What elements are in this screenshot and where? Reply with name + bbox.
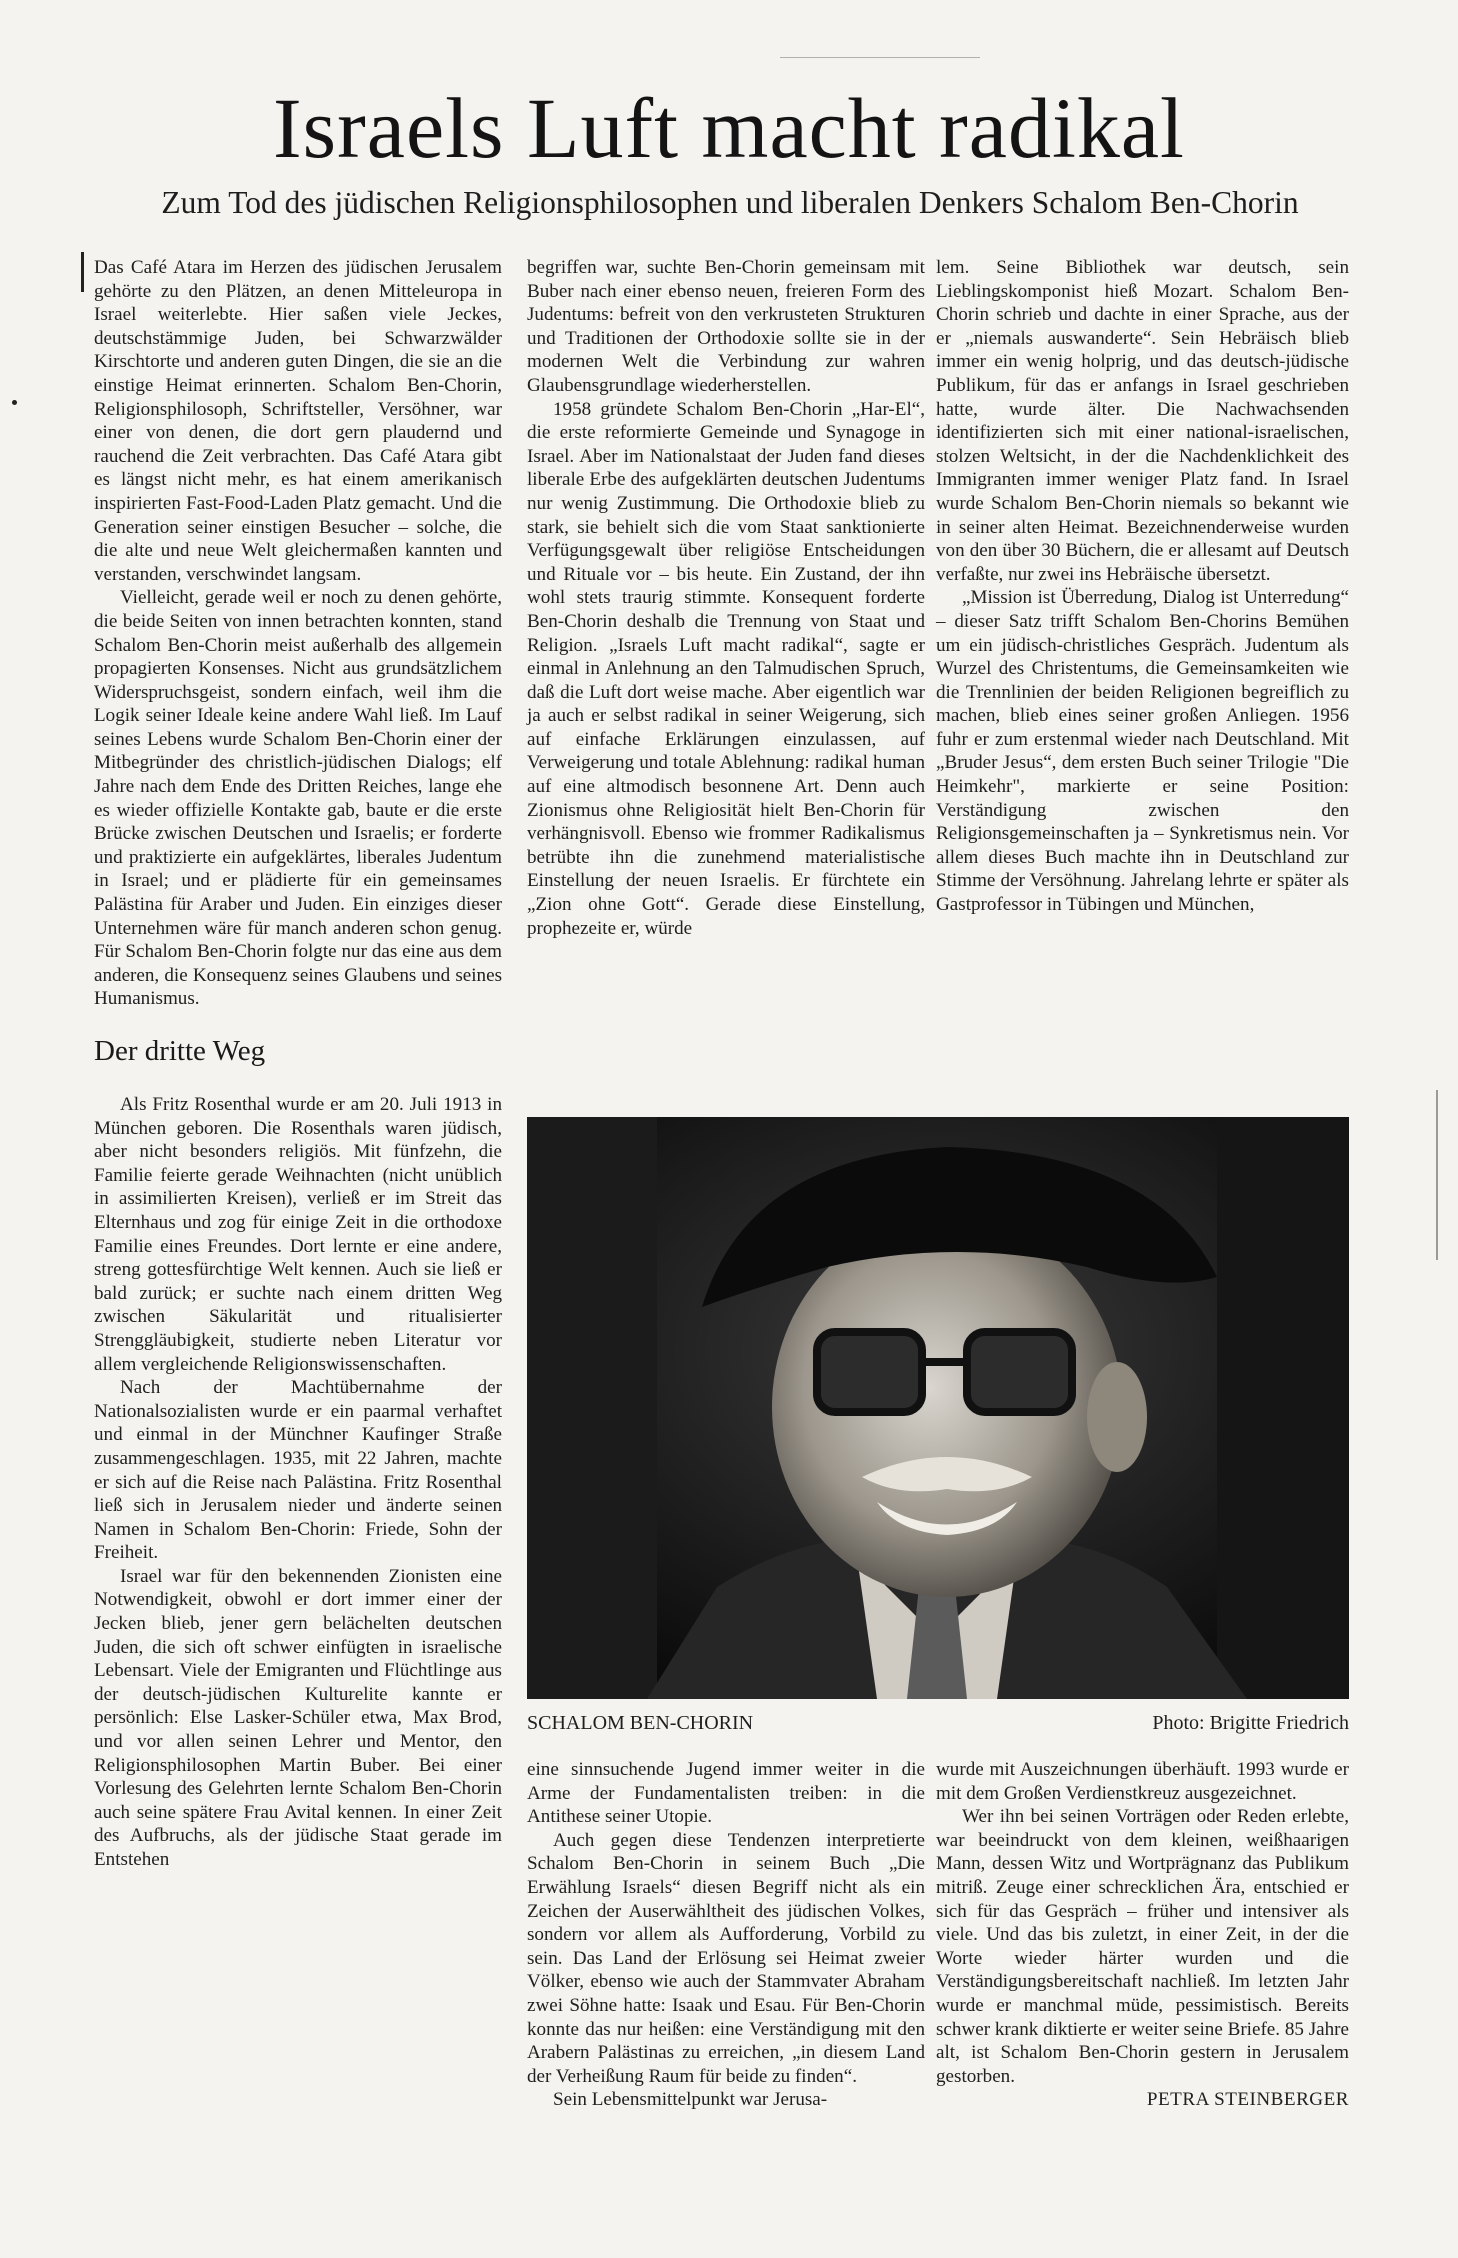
scan-mark-left: [81, 252, 84, 292]
photo-credit: Photo: Brigitte Friedrich: [1152, 1712, 1349, 1734]
col5-paragraph-1: wurde mit Auszeichnungen überhäuft. 1993 wurde er mit dem Großen Verdienstkreuz ausgezeichnet.: [936, 1759, 1349, 1804]
col4-paragraph-2: Auch gegen diese Tendenzen interpretierte Schalom Ben-Chorin in seinem Buch „Die Erwählung Israels“ diesen Begriff nicht als ein Zeichen der Auserwähltheit des jüdischen Volkes, sondern vor allem als Aufforderung, Vorbild zu sein. Das Land der Erlösung sei Heimat zweier Völker, ebenso wie auch der Stammvater Abraham zwei Söhne hatte: Isaak und Esau. Für Ben-Chorin konnte das nur heißen: eine Verständigung mit den Arabern Palästinas zu erreichen, „in diesem Land der Verheißung Raum für beide zu finden“.: [527, 1829, 925, 2087]
section-subhead: Der dritte Weg: [94, 1035, 266, 1067]
column-1: [94, 256, 502, 1872]
column-3: [936, 256, 1349, 917]
headline: Israels Luft macht radikal: [273, 80, 1185, 176]
col4-paragraph-1: eine sinnsuchende Jugend immer weiter in die Arme der Fundamentalisten treiben: in die Antithese seiner Utopie.: [527, 1759, 925, 1828]
col1-paragraph-5: Israel war für den bekennenden Zionisten eine Notwendigkeit, obwohl er dort immer einer der Jecken blieb, jener gern belächelten deutschen Juden, die sich oft schwer einfügten in israelische Lebensart. Viele der Emigranten und Flüchtlinge aus der deutsch-jüdischen Kulturelite kannte er persönlich: Else Lasker-Schüler etwa, Max Brod, und vor allen seinen Lehrer und Mentor, den Religionsphilosophen Martin Buber. Bei einer Vorlesung des Gelehrten lernte Schalom Ben-Chorin auch seine spätere Frau Avital kennen. In einer Zeit des Aufbruchs, als der jüdische Staat gerade im Entstehen: [94, 1565, 502, 1870]
scan-mark-left-2: [12, 400, 17, 405]
col1-paragraph-4: Nach der Machtübernahme der Nationalsozialisten wurde er ein paarmal verhaftet und einmal in der Münchner Kaufinger Straße zusammengeschlagen. 1935, mit 22 Jahren, machte er sich auf die Reise nach Palästina. Fritz Rosenthal ließ sich in Jerusalem nieder und änderte seinen Namen in Schalom Ben-Chorin: Friede, Sohn der Freiheit.: [94, 1377, 502, 1564]
column-4: [527, 1758, 925, 2112]
subheadline: Zum Tod des jüdischen Religionsphilosophen und liberalen Denkers Schalom Ben-Chorin: [161, 185, 1299, 220]
scan-mark-right: [1436, 1090, 1438, 1260]
col1-paragraph-1: Das Café Atara im Herzen des jüdischen Jerusalem gehörte zu den Plätzen, an denen Mitteleuropa in Israel weiterlebte. Hier saßen viele Jeckes, deutschstämmige Juden, bei Schwarzwälder Kirschtorte und anderen guten Dingen, die sie an die einstige Heimat erinnerten. Schalom Ben-Chorin, Religionsphilosoph, Schriftsteller, Versöhner, war einer von denen, die dort gern plaudernd und rauchend die Zeit verbrachten. Das Café Atara gibt es längst nicht mehr, es hat einem amerikanisch inspirierten Fast-Food-Laden Platz gemacht. Und die Generation seiner einstigen Besucher – solche, die die alte und neue Welt gleichermaßen kannten und verstanden, verschwindet langsam.: [94, 257, 502, 585]
col3-paragraph-2: „Mission ist Überredung, Dialog ist Unterredung“ – dieser Satz trifft Schalom Ben-Chorins Bemühen um ein jüdisch-christliches Gespräch. Judentum als Wurzel des Christentums, die Gemeinsamkeiten wie die Trennlinien der beiden Religionen begreiflich zu machen, blieb eines seiner großen Anliegen. 1956 fuhr er zum erstenmal wieder nach Deutschland. Mit „Bruder Jesus“, dem ersten Buch seiner Trilogie "Die Heimkehr", markierte er seine Position: Verständigung zwischen den Religionsgemeinschaften ja – Synkretismus nein. Vor allem dieses Buch machte ihn in Deutschland zur Stimme der Versöhnung. Jahrelang lehrte er später als Gastprofessor in Tübingen und München,: [936, 587, 1349, 916]
photo-caption: SCHALOM BEN-CHORIN: [527, 1712, 754, 1734]
col5-paragraph-2: Wer ihn bei seinen Vorträgen oder Reden erlebte, war beeindruckt von dem kleinen, weißhaarigen Mann, dessen Witz und Wortprägnanz das Publikum mitriß. Zeuge einer schrecklichen Ära, entschied er sich für das Gespräch – früher und intensiver als viele. Und das bis zuletzt, in einer Zeit, in der die Worte wieder härter wurden und die Verständigungsbereitschaft nachließ. Im letzten Jahr wurde er manchmal müde, pessimistisch. Bereits schwer krank diktierte er weiter seine Briefe. 85 Jahre alt, ist Schalom Ben-Chorin gestern in Jerusalem gestorben.: [936, 1806, 1349, 2087]
portrait-photo: [527, 1117, 1349, 1699]
top-rule: [780, 57, 980, 58]
col3-paragraph-1: lem. Seine Bibliothek war deutsch, sein Lieblingskomponist hieß Mozart. Schalom Ben-Chorin schrieb und dachte in einer Sprache, aus der er „niemals auswanderte“. Sein Hebräisch blieb immer ein wenig holprig, und das deutsch-jüdische Publikum, für das er anfangs in Israel geschrieben hatte, wurde älter. Die Nachwachsenden identifizierten sich mit einer national-israelischen, stolzen Weltsicht, in der die Nachdenklichkeit des Immigranten immer weniger Platz fand. In Israel wurde Schalom Ben-Chorin niemals so bekannt wie in seiner alten Heimat. Bezeichnenderweise wurden von den über 30 Büchern, die er allesamt auf Deutsch verfaßte, nur zwei ins Hebräische übersetzt.: [936, 257, 1349, 585]
column-5: [936, 1758, 1349, 2112]
portrait-image: [527, 1117, 1349, 1699]
col2-paragraph-2: 1958 gründete Schalom Ben-Chorin „Har-El“, die erste reformierte Gemeinde und Synagoge in Israel. Aber im Nationalstaat der Juden fand dieses liberale Erbe des aufgeklärten deutschen Judentums nur wenig Zustimmung. Die Orthodoxie blieb zu stark, sie behielt sich die vom Staat sanktionierte Verfügungsgewalt über religiöse Entscheidungen und Rituale vor – bis heute. Ein Zustand, der ihn wohl stets traurig stimmte. Konsequent forderte Ben-Chorin deshalb die Trennung von Staat und Religion. „Israels Luft macht radikal“, sagte er einmal in Anlehnung an den Talmudischen Spruch, daß die Luft dort weise mache. Aber eigentlich war ja auch er selbst radikal in seiner Weigerung, sich auf einfache Erklärungen einzulassen, auf Verweigerung und totale Ablehnung: radikal human auf eine altmodisch besonnene Art. Denn auch Zionismus ohne Religiosität hielt Ben-Chorin für verhängnisvoll. Ebenso wie frommer Radikalismus betrübte ihn die zunehmend materialistische Einstellung der neuen Israelis. Er fürchtete ein „Zion ohne Gott“. Gerade diese Einstellung, prophezeite er, würde: [527, 398, 925, 939]
col2-paragraph-1: begriffen war, suchte Ben-Chorin gemeinsam mit Buber nach einer ebenso neuen, freieren Form des Judentums: befreit von den verkrusteten Strukturen und Traditionen der Orthodoxie sollte sie in der modernen Welt die Verbindung zur wahren Glaubensgrundlage wiederherstellen.: [527, 257, 925, 396]
col4-paragraph-3: Sein Lebensmittelpunkt war Jerusa-: [553, 2089, 828, 2111]
col1-paragraph-3: Als Fritz Rosenthal wurde er am 20. Juli 1913 in München geboren. Die Rosenthals waren jüdisch, aber nicht besonders religiös. Mit fünfzehn, die Familie feierte gerade Weihnachten (nicht unüblich in assimilierten Kreisen), verließ er im Streit das Elternhaus und zog für einige Zeit in die orthodoxe Familie eines Freundes. Dort lernte er eine andere, streng gottesfürchtige Welt kennen. Auch sie ließ er bald zurück; er suchte nach einem dritten Weg zwischen Säkularität und ritualisierter Strenggläubigkeit, studierte neben Literatur vor allem vergleichende Religionswissenschaften.: [94, 1094, 502, 1375]
author-signature: PETRA STEINBERGER: [1146, 2089, 1349, 2111]
column-2: [527, 256, 925, 940]
col1-paragraph-2: Vielleicht, gerade weil er noch zu denen gehörte, die beide Seiten von innen betrachten konnten, stand Schalom Ben-Chorin meist außerhalb des allgemein propagierten Konsenses. Nicht aus grundsätzlichem Widerspruchsgeist, sondern einfach, weil ihm die Logik seiner Ideale keine andere Wahl ließ. Im Lauf seines Lebens wurde Schalom Ben-Chorin einer der Mitbegründer des christlich-jüdischen Dialogs; elf Jahre nach dem Ende des Dritten Reiches, lange ehe es wieder offizielle Kontakte gab, baute er die erste Brücke zwischen Deutschen und Israelis; er forderte und praktizierte ein aufgeklärtes, liberales Judentum in Israel; und er plädierte für ein gemeinsames Palästina für Araber und Juden. Ein einziges dieser Unternehmen wäre für manch anderen schon genug. Für Schalom Ben-Chorin folgte nur das eine aus dem anderen, die Konsequenz seines Glaubens und seines Humanismus.: [94, 587, 502, 1010]
